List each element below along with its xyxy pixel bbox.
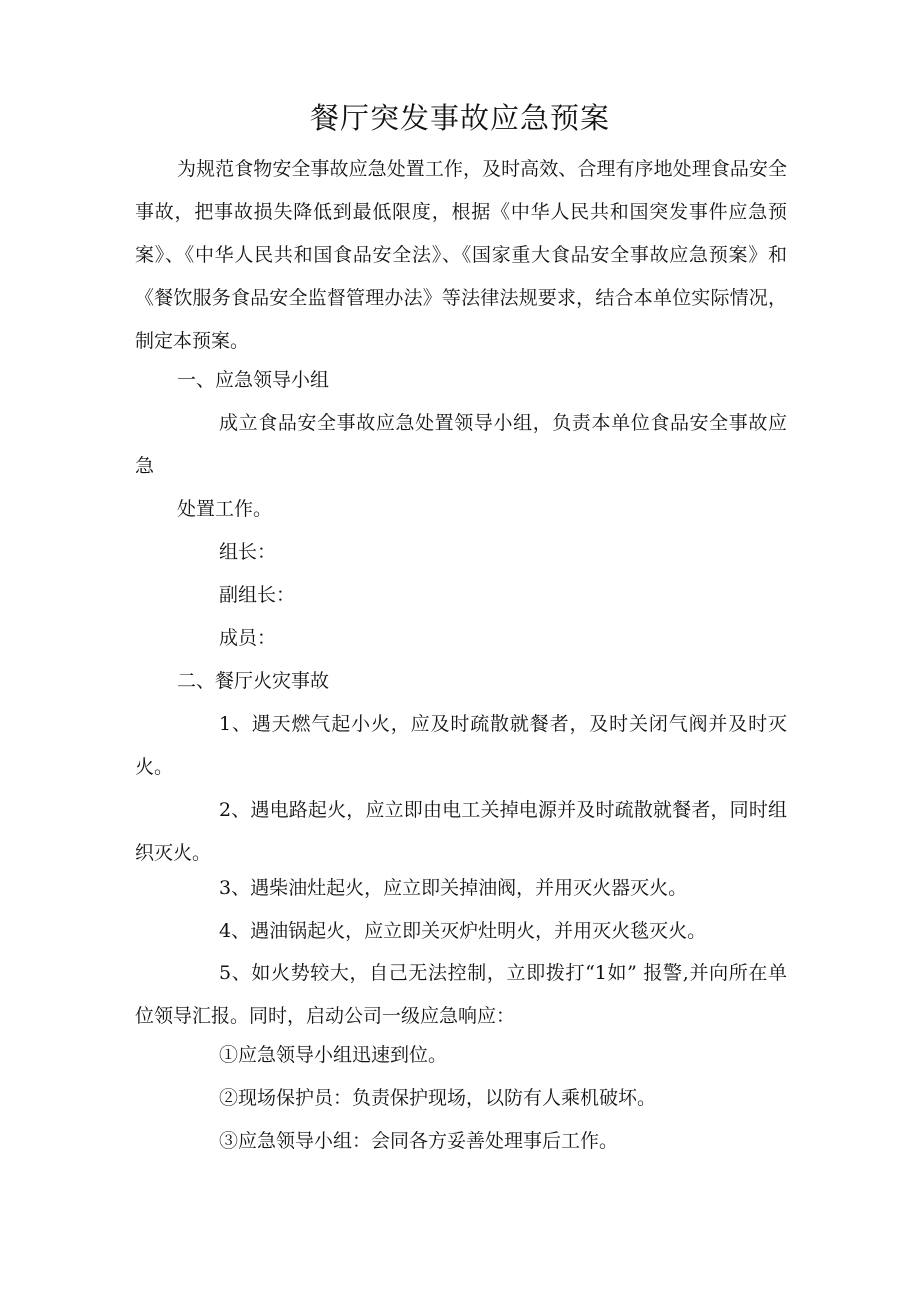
fire-item-2: 2、遇电路起火，应立即由电工关掉电源并及时疏散就餐者，同时组织灭火。 xyxy=(135,799,787,864)
response-item-3: ③应急领导小组：会同各方妥善处理事后工作。 xyxy=(219,1130,619,1152)
section1-body: 成立食品安全事故应急处置领导小组，负责本单位食品安全事故应急 xyxy=(135,412,787,477)
section1-body-continued: 处置工作。 xyxy=(177,498,273,520)
fire-item-1: 1、遇天燃气起小火，应及时疏散就餐者，及时关闭气阀并及时灭火。 xyxy=(135,713,787,778)
fire-item-4: 4、遇油锅起火，应立即关灭炉灶明火，并用灭火毯灭火。 xyxy=(219,920,707,942)
vice-leader-label: 副组长： xyxy=(219,584,296,606)
section1-heading: 一、应急领导小组 xyxy=(177,369,330,391)
document-title: 餐厅突发事故应急预案 xyxy=(309,101,610,135)
intro-paragraph: 为规范食物安全事故应急处置工作，及时高效、合理有序地处理食品安全事故，把事故损失降低到最低限度，根据《中华人民共和国突发事件应急预案》、《中华人民共和国食品安全法》、《国家重大食品安全事故应急预案》和《餐饮服务食品安全监督管理办法》等法律法规要求，结合本单位实际情况，制定本预案。 xyxy=(135,158,787,352)
fire-item-5: 5、如火势较大，自己无法控制，立即拨打“1如” 报警,并向所在单位领导汇报。同时，启动公司一级应急响应： xyxy=(135,962,787,1027)
fire-item-3: 3、遇柴油灶起火，应立即关掉油阀，并用灭火器灭火。 xyxy=(219,877,688,899)
response-item-1: ①应急领导小组迅速到位。 xyxy=(219,1044,448,1066)
section2-heading: 二、餐厅火灾事故 xyxy=(177,670,330,692)
response-item-2: ②现场保护员：负责保护现场，以防有人乘机破坏。 xyxy=(219,1087,657,1109)
members-label: 成员： xyxy=(219,627,277,649)
leader-label: 组长： xyxy=(219,541,277,563)
